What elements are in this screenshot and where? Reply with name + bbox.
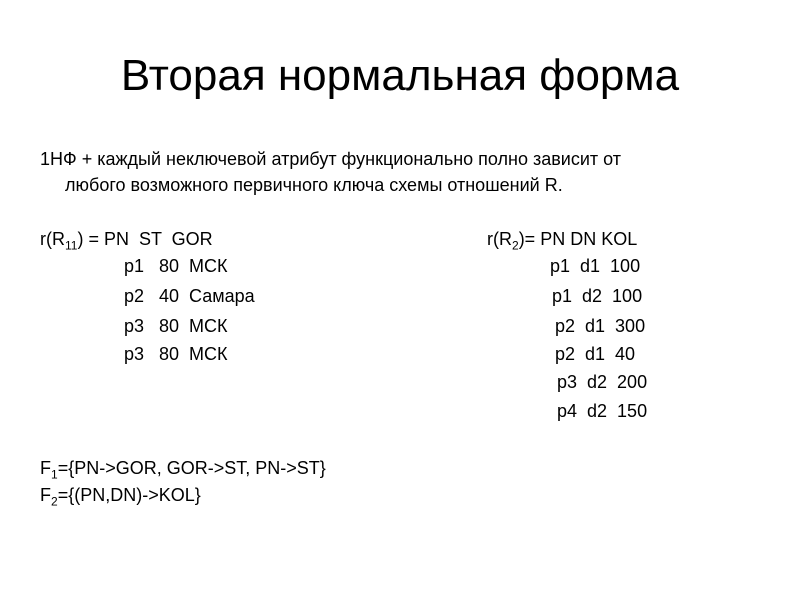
relation-2-header	[487, 226, 637, 252]
relation-2-row: p1 d2 100	[552, 286, 643, 306]
relation-2-row: p1 d1 100	[550, 256, 641, 276]
f2-prefix: F	[40, 485, 51, 505]
relation-2-prefix: r(R	[487, 229, 512, 249]
relation-1-header	[40, 226, 213, 252]
relation-2-row: p3 d2 200	[557, 372, 648, 392]
f2-dependencies: ={(PN,DN)->KOL}	[57, 485, 201, 505]
dependency-set-f1	[40, 455, 326, 481]
relation-2-row: p4 d2 150	[557, 401, 648, 421]
relation-2-row: p2 d1 40	[555, 344, 636, 364]
relation-1-row: p2 40 Самара	[124, 286, 255, 306]
relation-2-subscript: 2	[512, 238, 519, 253]
relation-1-subscript: 11	[65, 238, 78, 253]
f1-subscript: 1	[51, 467, 58, 482]
definition-line-2: любого возможного первичного ключа схемы отношений R.	[65, 175, 563, 195]
f1-dependencies: ={PN->GOR, GOR->ST, PN->ST}	[57, 458, 326, 478]
f2-subscript: 2	[51, 494, 58, 509]
relation-2-attributes: )= PN DN KOL	[518, 229, 638, 249]
definition-text	[40, 146, 760, 198]
slide-title: Вторая нормальная форма	[120, 51, 680, 100]
relation-2-row: p2 d1 300	[555, 316, 646, 336]
relation-1-prefix: r(R	[40, 229, 65, 249]
f1-prefix: F	[40, 458, 51, 478]
relation-1-row: p3 80 МСК	[124, 316, 228, 336]
relation-1-attributes: ) = PN ST GOR	[77, 229, 213, 249]
dependency-set-f2	[40, 482, 201, 508]
relation-1-row: p3 80 МСК	[124, 344, 228, 364]
definition-line-1: 1НФ + каждый неключевой атрибут функционально полно зависит от	[40, 149, 622, 169]
relation-1-row: p1 80 МСК	[124, 256, 228, 276]
